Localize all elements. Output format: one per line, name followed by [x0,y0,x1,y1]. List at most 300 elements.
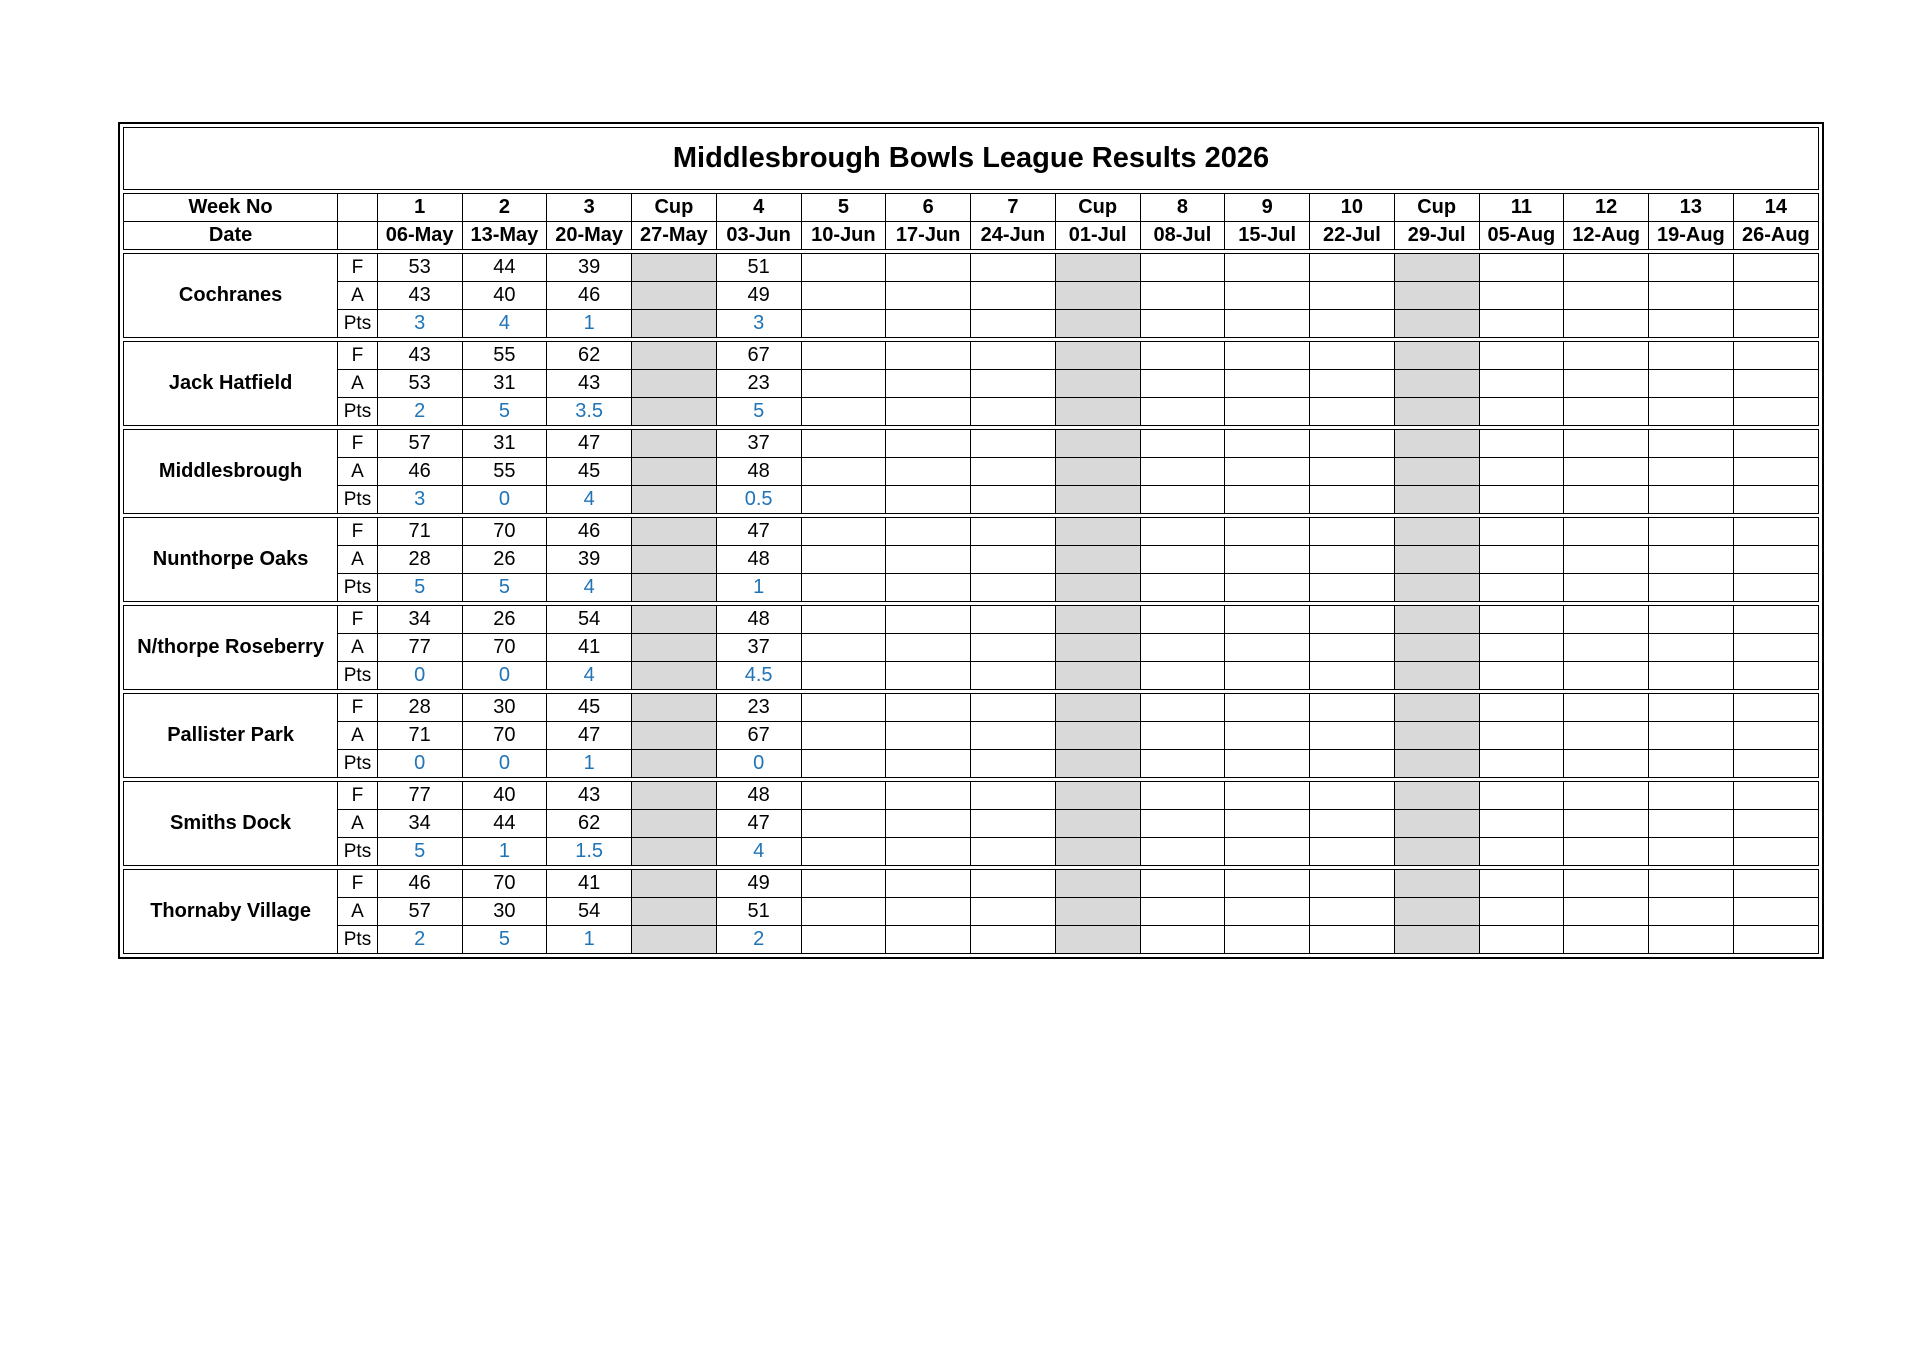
cup-week-cell [1055,750,1140,778]
score-cell: 4 [547,574,632,602]
score-cell [1649,782,1734,810]
row-type-label: F [338,694,378,722]
score-cell [1140,342,1225,370]
score-cell [971,694,1056,722]
score-cell [1310,898,1395,926]
score-cell [1733,370,1818,398]
score-cell: 28 [377,694,462,722]
score-cell: 0 [462,486,547,514]
score-cell [1310,926,1395,954]
score-cell [971,606,1056,634]
team-against-row [124,370,1819,398]
score-cell [1649,898,1734,926]
score-cell [1225,634,1310,662]
score-cell [1140,254,1225,282]
score-cell [1479,518,1564,546]
score-cell [801,518,886,546]
team-for-row [124,342,1819,370]
score-cell [1564,458,1649,486]
score-cell [1140,898,1225,926]
score-cell [1564,310,1649,338]
score-cell [1225,838,1310,866]
score-cell: 43 [377,282,462,310]
score-cell [971,634,1056,662]
team-points-row [124,398,1819,426]
score-cell [1140,810,1225,838]
score-cell [1140,926,1225,954]
score-cell [1649,838,1734,866]
score-cell [1310,546,1395,574]
results-sheet [118,122,1824,959]
cup-week-cell [1394,574,1479,602]
team-for-row [124,254,1819,282]
row-type-label: F [338,606,378,634]
score-cell: 39 [547,546,632,574]
row-type-label: Pts [338,926,378,954]
date-header: 12-Aug [1564,222,1649,250]
cup-week-cell [1394,486,1479,514]
score-cell [886,458,971,486]
cup-week-cell [1394,310,1479,338]
team-points-row [124,310,1819,338]
score-cell: 70 [462,518,547,546]
score-cell [1140,694,1225,722]
row-type-label: A [338,458,378,486]
score-cell [1733,606,1818,634]
score-cell [1310,634,1395,662]
score-cell [801,430,886,458]
date-header: 13-May [462,222,547,250]
row-type-label: Pts [338,310,378,338]
score-cell [801,750,886,778]
score-cell [1479,282,1564,310]
score-cell [1310,398,1395,426]
date-header: 27-May [632,222,717,250]
score-cell [1140,518,1225,546]
score-cell [801,458,886,486]
score-cell [1225,926,1310,954]
score-cell: 43 [547,782,632,810]
score-cell: 34 [377,810,462,838]
score-cell [1564,870,1649,898]
date-header: 08-Jul [1140,222,1225,250]
score-cell [1479,398,1564,426]
score-cell: 46 [377,458,462,486]
score-cell [1479,694,1564,722]
cup-week-cell [1055,926,1140,954]
score-cell [1733,838,1818,866]
score-cell [1649,870,1734,898]
score-cell [886,282,971,310]
score-cell [1649,370,1734,398]
score-cell: 3 [377,486,462,514]
cup-week-cell [632,458,717,486]
score-cell [1733,342,1818,370]
score-cell: 48 [716,782,801,810]
score-cell: 1 [547,926,632,954]
score-cell [886,662,971,690]
score-cell [1225,810,1310,838]
score-cell [1310,342,1395,370]
score-cell [1225,722,1310,750]
score-cell [801,662,886,690]
score-cell [971,898,1056,926]
cup-week-cell [1394,282,1479,310]
score-cell [886,518,971,546]
score-cell [1225,430,1310,458]
score-cell: 45 [547,458,632,486]
score-cell [1564,254,1649,282]
score-cell [801,546,886,574]
score-cell [1733,870,1818,898]
score-cell [1140,634,1225,662]
week-no-label: Week No [124,194,338,222]
date-header: 06-May [377,222,462,250]
score-cell: 48 [716,546,801,574]
score-cell [1564,722,1649,750]
score-cell [1649,310,1734,338]
cup-week-cell [1055,694,1140,722]
score-cell: 37 [716,634,801,662]
cup-week-cell [1394,870,1479,898]
cup-week-cell [632,810,717,838]
cup-week-cell [632,722,717,750]
score-cell [1310,282,1395,310]
week-number-header: 12 [1564,194,1649,222]
week-number-header: 4 [716,194,801,222]
cup-week-cell [632,518,717,546]
score-cell: 48 [716,606,801,634]
score-cell: 4 [547,662,632,690]
score-cell: 23 [716,370,801,398]
score-cell: 62 [547,342,632,370]
score-cell [971,870,1056,898]
cup-week-cell [632,370,717,398]
score-cell [1733,398,1818,426]
score-cell [1479,750,1564,778]
week-number-header: 1 [377,194,462,222]
week-number-header: 11 [1479,194,1564,222]
score-cell [971,810,1056,838]
score-cell [1479,634,1564,662]
score-cell: 70 [462,634,547,662]
score-cell: 39 [547,254,632,282]
score-cell [886,782,971,810]
score-cell: 4 [462,310,547,338]
score-cell [1564,782,1649,810]
score-cell [1225,518,1310,546]
cup-week-cell [1394,430,1479,458]
score-cell [1140,370,1225,398]
score-cell [1649,458,1734,486]
score-cell [1225,898,1310,926]
score-cell [886,838,971,866]
score-cell [886,398,971,426]
score-cell [1564,634,1649,662]
score-cell [1310,430,1395,458]
cup-week-cell [632,342,717,370]
cup-week-cell [1055,662,1140,690]
team-points-row [124,662,1819,690]
score-cell: 0.5 [716,486,801,514]
score-cell [1140,722,1225,750]
team-against-row [124,282,1819,310]
score-cell: 44 [462,810,547,838]
score-cell: 55 [462,458,547,486]
score-cell [1225,458,1310,486]
score-cell [971,838,1056,866]
score-cell: 54 [547,606,632,634]
score-cell: 41 [547,634,632,662]
score-cell [1225,342,1310,370]
score-cell: 57 [377,898,462,926]
header-blank-cell [338,194,378,222]
score-cell [1733,518,1818,546]
score-cell [801,634,886,662]
score-cell: 26 [462,546,547,574]
score-cell [886,810,971,838]
score-cell [1225,486,1310,514]
row-type-label: A [338,282,378,310]
week-number-header: 2 [462,194,547,222]
cup-week-cell [632,310,717,338]
score-cell: 3 [716,310,801,338]
score-cell [1479,926,1564,954]
score-cell [1479,370,1564,398]
score-cell [1310,486,1395,514]
cup-week-cell [1055,574,1140,602]
score-cell: 46 [377,870,462,898]
score-cell [1733,694,1818,722]
score-cell [1649,694,1734,722]
score-cell [1649,546,1734,574]
score-cell [1225,782,1310,810]
score-cell [1649,342,1734,370]
score-cell [1479,870,1564,898]
score-cell: 55 [462,342,547,370]
cup-week-cell [1055,810,1140,838]
score-cell [886,722,971,750]
score-cell [1564,342,1649,370]
row-type-label: A [338,370,378,398]
score-cell: 43 [377,342,462,370]
cup-week-cell [1055,838,1140,866]
score-cell [1649,430,1734,458]
score-cell: 46 [547,282,632,310]
score-cell [1479,606,1564,634]
score-cell [1564,662,1649,690]
score-cell: 49 [716,870,801,898]
score-cell: 46 [547,518,632,546]
score-cell [1310,574,1395,602]
date-header: 19-Aug [1649,222,1734,250]
score-cell [886,546,971,574]
results-table [123,127,1819,954]
score-cell [1310,662,1395,690]
cup-week-cell [632,898,717,926]
score-cell [1649,254,1734,282]
date-header: 29-Jul [1394,222,1479,250]
team-for-row [124,518,1819,546]
score-cell [801,282,886,310]
score-cell [1225,546,1310,574]
score-cell: 4 [716,838,801,866]
score-cell [801,606,886,634]
team-name: Pallister Park [124,694,338,778]
team-for-row [124,870,1819,898]
cup-week-cell [632,398,717,426]
score-cell: 4 [547,486,632,514]
cup-week-cell [1394,782,1479,810]
score-cell: 51 [716,898,801,926]
cup-week-cell [632,838,717,866]
score-cell: 4.5 [716,662,801,690]
score-cell: 1.5 [547,838,632,866]
row-type-label: F [338,342,378,370]
score-cell [1564,282,1649,310]
score-cell [886,634,971,662]
score-cell [1140,870,1225,898]
score-cell [801,926,886,954]
row-type-label: A [338,722,378,750]
cup-week-cell [1394,810,1479,838]
score-cell: 1 [462,838,547,866]
header-blank-cell [338,222,378,250]
week-number-header: 6 [886,194,971,222]
score-cell [1479,662,1564,690]
cup-week-cell [1394,838,1479,866]
score-cell [1649,750,1734,778]
score-cell: 5 [377,574,462,602]
team-name: N/thorpe Roseberry [124,606,338,690]
score-cell [1225,254,1310,282]
date-header: 03-Jun [716,222,801,250]
score-cell [1564,750,1649,778]
score-cell: 77 [377,782,462,810]
score-cell [1140,606,1225,634]
cup-week-cell [1055,370,1140,398]
team-against-row [124,898,1819,926]
team-for-row [124,782,1819,810]
cup-week-cell [1394,634,1479,662]
score-cell [1479,310,1564,338]
score-cell [1225,662,1310,690]
score-cell [1310,694,1395,722]
row-type-label: Pts [338,750,378,778]
score-cell [801,398,886,426]
cup-week-cell [1394,370,1479,398]
score-cell [886,254,971,282]
score-cell [1733,546,1818,574]
row-type-label: Pts [338,574,378,602]
score-cell [1564,370,1649,398]
score-cell [971,574,1056,602]
score-cell: 43 [547,370,632,398]
score-cell [886,750,971,778]
score-cell: 71 [377,722,462,750]
score-cell [1140,750,1225,778]
score-cell [971,662,1056,690]
score-cell: 67 [716,342,801,370]
score-cell [1225,606,1310,634]
score-cell [1733,926,1818,954]
date-header: 17-Jun [886,222,971,250]
score-cell: 47 [716,810,801,838]
score-cell [1564,398,1649,426]
score-cell [801,810,886,838]
score-cell [801,254,886,282]
score-cell: 5 [462,574,547,602]
cup-week-cell [632,546,717,574]
cup-week-cell [1394,750,1479,778]
score-cell [1564,430,1649,458]
week-number-header: 7 [971,194,1056,222]
score-cell [1564,810,1649,838]
score-cell [1310,254,1395,282]
week-number-header: 14 [1733,194,1818,222]
score-cell [1564,546,1649,574]
score-cell [1564,898,1649,926]
cup-week-cell [1055,310,1140,338]
team-against-row [124,546,1819,574]
score-cell: 28 [377,546,462,574]
week-number-header: 5 [801,194,886,222]
week-number-header: 9 [1225,194,1310,222]
week-number-header: 13 [1649,194,1734,222]
score-cell [1564,694,1649,722]
row-type-label: F [338,782,378,810]
cup-week-cell [632,574,717,602]
score-cell [801,486,886,514]
score-cell [1140,486,1225,514]
cup-week-cell [1394,518,1479,546]
cup-week-cell [632,606,717,634]
score-cell: 0 [462,662,547,690]
score-cell [801,838,886,866]
row-type-label: F [338,518,378,546]
date-header: 05-Aug [1479,222,1564,250]
team-for-row [124,694,1819,722]
cup-week-cell [632,282,717,310]
score-cell [1140,546,1225,574]
score-cell: 70 [462,870,547,898]
cup-week-cell [1055,458,1140,486]
score-cell: 67 [716,722,801,750]
score-cell [1310,722,1395,750]
score-cell: 40 [462,282,547,310]
score-cell [886,694,971,722]
cup-week-cell [1394,458,1479,486]
cup-week-cell [1394,254,1479,282]
score-cell [1733,810,1818,838]
score-cell [1140,782,1225,810]
score-cell: 53 [377,370,462,398]
score-cell [971,398,1056,426]
score-cell [971,782,1056,810]
score-cell [1733,310,1818,338]
score-cell [1310,750,1395,778]
date-header: 01-Jul [1055,222,1140,250]
cup-week-cell [632,430,717,458]
score-cell [801,782,886,810]
score-cell [1310,370,1395,398]
score-cell [1140,838,1225,866]
score-cell [1479,254,1564,282]
score-cell [886,370,971,398]
row-type-label: Pts [338,398,378,426]
date-header-row [124,222,1819,250]
score-cell [1649,634,1734,662]
